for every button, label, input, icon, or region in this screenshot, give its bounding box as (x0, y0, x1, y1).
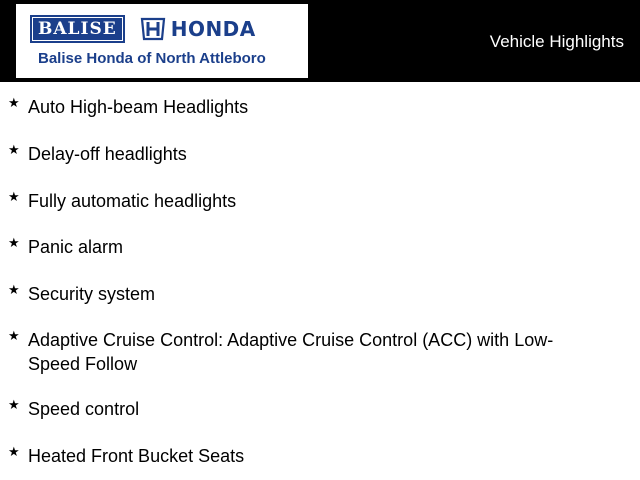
header-bar (0, 0, 640, 82)
star-icon: ★ (8, 445, 20, 460)
star-icon: ★ (8, 398, 20, 413)
balise-wordmark: BALISE (30, 15, 125, 43)
feature-label: Delay-off headlights (28, 144, 187, 164)
feature-label: Adaptive Cruise Control: Adaptive Cruise Control (ACC) with Low-Speed Follow (28, 330, 554, 374)
page-title: Vehicle Highlights (489, 32, 624, 51)
star-icon: ★ (8, 96, 20, 111)
star-icon: ★ (8, 283, 20, 298)
honda-h-logo-icon (139, 17, 167, 41)
honda-wordmark: HONDA (170, 17, 256, 41)
feature-label: Fully automatic headlights (28, 191, 237, 211)
dealer-logo[interactable] (16, 4, 308, 78)
feature-label: Speed control (28, 399, 140, 419)
logo-brand-row (30, 16, 256, 42)
star-icon: ★ (8, 190, 20, 205)
feature-label: Heated Front Bucket Seats (28, 446, 245, 466)
feature-label: Panic alarm (28, 237, 124, 257)
feature-label: Security system (28, 284, 156, 304)
feature-label: Auto High-beam Headlights (28, 97, 249, 117)
star-icon: ★ (8, 329, 20, 344)
dealer-name: Balise Honda of North Attleboro (38, 50, 266, 67)
star-icon: ★ (8, 143, 20, 158)
star-icon: ★ (8, 236, 20, 251)
